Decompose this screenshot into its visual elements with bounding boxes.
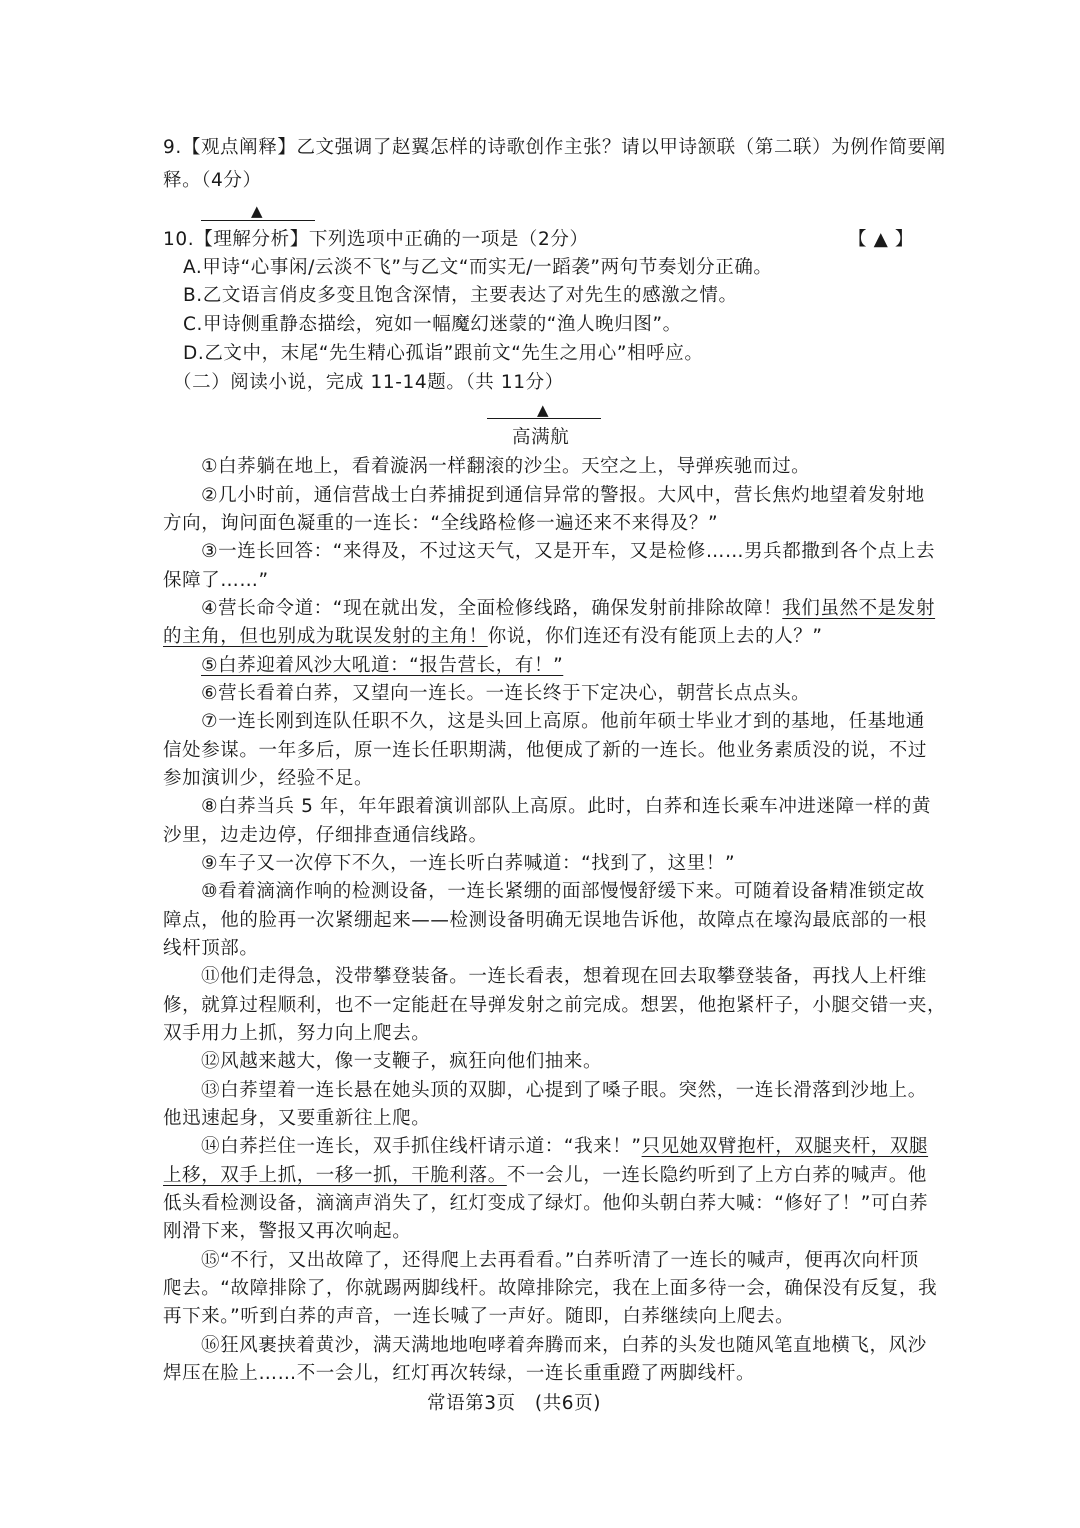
story-p11-line1: ⑪他们走得急，没带攀登装备。一连长看表，想着现在回去取攀登装备，再找人上杆维 bbox=[201, 966, 927, 987]
story-p13-line1: ⑬白荞望着一连长悬在她头顶的双脚，心提到了嗓子眼。突然，一连长滑落到沙地上。 bbox=[201, 1080, 927, 1101]
story-p3-line2: 保障了……” bbox=[163, 570, 269, 591]
story-p8-line2: 沙里，边走边停，仔细排查通信线路。 bbox=[163, 825, 488, 846]
story-p10-line3: 线杆顶部。 bbox=[163, 938, 259, 959]
story-p12: ⑫风越来越大，像一支鞭子，疯狂向他们抽来。 bbox=[201, 1051, 603, 1072]
story-p7-line3: 参加演训少，经验不足。 bbox=[163, 768, 374, 789]
story-p14-line1 bbox=[201, 1133, 928, 1161]
story-title-mark: ▲ bbox=[537, 401, 549, 419]
story-p14-line3: 低头看检测设备，滴滴声消失了，红灯变成了绿灯。他仰头朝白荞大喊：“修好了！”可白荞 bbox=[163, 1193, 929, 1214]
story-p2-line2: 方向，询问面色凝重的一连长：“全线路检修一遍还来不来得及？” bbox=[163, 513, 719, 534]
q9-line-2: 释。（4分） bbox=[163, 170, 262, 191]
q10-option-a: A.甲诗“心事闲/云淡不飞”与乙文“而实无/一蹈袭”两句节奏划分正确。 bbox=[183, 257, 773, 278]
page-footer: 常语第3页 (共6页) bbox=[427, 1393, 602, 1414]
story-p2-line1: ②几小时前，通信营战士白荞捕捉到通信异常的警报。大风中，营长焦灼地望着发射地 bbox=[201, 485, 925, 506]
q9-answer-line bbox=[201, 220, 315, 221]
story-p3-line1: ③一连长回答：“来得及，不过这天气，又是开车，又是检修……男兵都撒到各个点上去 bbox=[201, 541, 936, 562]
story-p10-line1: ⑩看着滴滴作响的检测设备，一连长紧绷的面部慢慢舒缓下来。可随着设备精准锁定故 bbox=[201, 881, 925, 902]
story-p7-line2: 信处参谋。一年多后，原一连长任职期满，他便成了新的一连长。他业务素质没的说，不过 bbox=[163, 740, 928, 761]
story-p16-line2: 焊压在脸上……不一会儿，红灯再次转绿，一连长重重蹬了两脚线杆。 bbox=[163, 1363, 756, 1384]
story-p11-line2: 修，就算过程顺利，也不一定能赶在导弹发射之前完成。想罢，他抱紧杆子，小腿交错一夹， bbox=[163, 995, 947, 1016]
q10-stem: 10.【理解分析】下列选项中正确的一项是（2分） bbox=[163, 229, 589, 250]
story-p14-underlined-a: 只见她双臂抱杆，双腿夹杆，双腿 bbox=[641, 1136, 929, 1157]
story-p14-line1-plain: ⑭白荞拦住一连长，双手抓住线杆请示道：“我来！” bbox=[201, 1136, 642, 1157]
story-p15-line3: 再下来。”听到白荞的声音，一连长喊了一声好。随即，白荞继续向上爬去。 bbox=[163, 1306, 795, 1327]
q10-answer-bracket: 【 ▲ 】 bbox=[848, 229, 914, 250]
q9-answer-mark: ▲ bbox=[251, 202, 263, 220]
story-p15-line1: ⑮“不行，又出故障了，还得爬上去再看看。”白荞听清了一连长的喊声，便再次向杆顶 bbox=[201, 1250, 919, 1271]
story-p6: ⑥营长看着白荞，又望向一连长。一连长终于下定决心，朝营长点点头。 bbox=[201, 683, 811, 704]
story-p5: ⑤白荞迎着风沙大吼道：“报告营长，有！” bbox=[201, 655, 564, 676]
story-p15-line2: 爬去。“故障排除了，你就踢两脚线杆。故障排除完，我在上面多待一会，确保没有反复，我 bbox=[163, 1278, 938, 1299]
q10-option-b: B.乙文语言俏皮多变且饱含深情，主要表达了对先生的感激之情。 bbox=[183, 285, 738, 306]
story-p11-line3: 双手用力上抓，努力向上爬去。 bbox=[163, 1023, 431, 1044]
q10-option-c: C.甲诗侧重静态描绘，宛如一幅魔幻迷蒙的“渔人晚归图”。 bbox=[183, 314, 682, 335]
story-author: 高满航 bbox=[512, 427, 570, 448]
story-title-line bbox=[487, 418, 601, 419]
story-p7-line1: ⑦一连长刚到连队任职不久，这是头回上高原。他前年硕士毕业才到的基地，任基地通 bbox=[201, 711, 925, 732]
story-p4-underlined-a: 我们虽然不是发射 bbox=[782, 598, 936, 619]
story-p14-line2-plain: 不一会儿，一连长隐约听到了上方白荞的喊声。他 bbox=[506, 1165, 928, 1186]
story-p13-line2: 他迅速起身，又要重新往上爬。 bbox=[163, 1108, 431, 1129]
story-p14-line4: 刚滑下来，警报又再次响起。 bbox=[163, 1221, 412, 1242]
story-p9: ⑨车子又一次停下不久，一连长听白荞喊道：“找到了，这里！” bbox=[201, 853, 736, 874]
story-p4-line1 bbox=[201, 595, 935, 623]
story-p1: ①白荞躺在地上，看着漩涡一样翻滚的沙尘。天空之上，导弹疾驰而过。 bbox=[201, 456, 811, 477]
story-p4-line2-plain: 你说，你们连还有没有能顶上去的人？” bbox=[487, 626, 823, 647]
story-p10-line2: 障点，他的脸再一次紧绷起来——检测设备明确无误地告诉他，故障点在壕沟最底部的一根 bbox=[163, 910, 928, 931]
story-p14-underlined-b: 上移，双手上抓，一移一抓，干脆利落。 bbox=[163, 1165, 507, 1186]
story-p14-line2 bbox=[163, 1162, 927, 1190]
story-p16-line1: ⑯狂风裹挟着黄沙，满天满地地咆哮着奔腾而来，白荞的头发也随风笔直地横飞，风沙 bbox=[201, 1335, 927, 1356]
story-p4-line2 bbox=[163, 623, 823, 651]
story-p8-line1: ⑧白荞当兵 5 年，年年跟着演训部队上高原。此时，白荞和连长乘车冲进迷障一样的黄 bbox=[201, 796, 932, 817]
story-p4-underlined-b: 的主角，但也别成为耽误发射的主角！ bbox=[163, 626, 488, 647]
q9-line-1: 9.【观点阐释】乙文强调了赵翼怎样的诗歌创作主张？请以甲诗颔联（第二联）为例作简要阐 bbox=[163, 137, 946, 158]
section2-heading: （二）阅读小说，完成 11-14题。（共 11分） bbox=[173, 372, 564, 393]
q10-option-d: D.乙文中，末尾“先生精心孤诣”跟前文“先生之用心”相呼应。 bbox=[183, 343, 704, 364]
story-p4-line1-plain: ④营长命令道：“现在就出发，全面检修线路，确保发射前排除故障！ bbox=[201, 598, 783, 619]
